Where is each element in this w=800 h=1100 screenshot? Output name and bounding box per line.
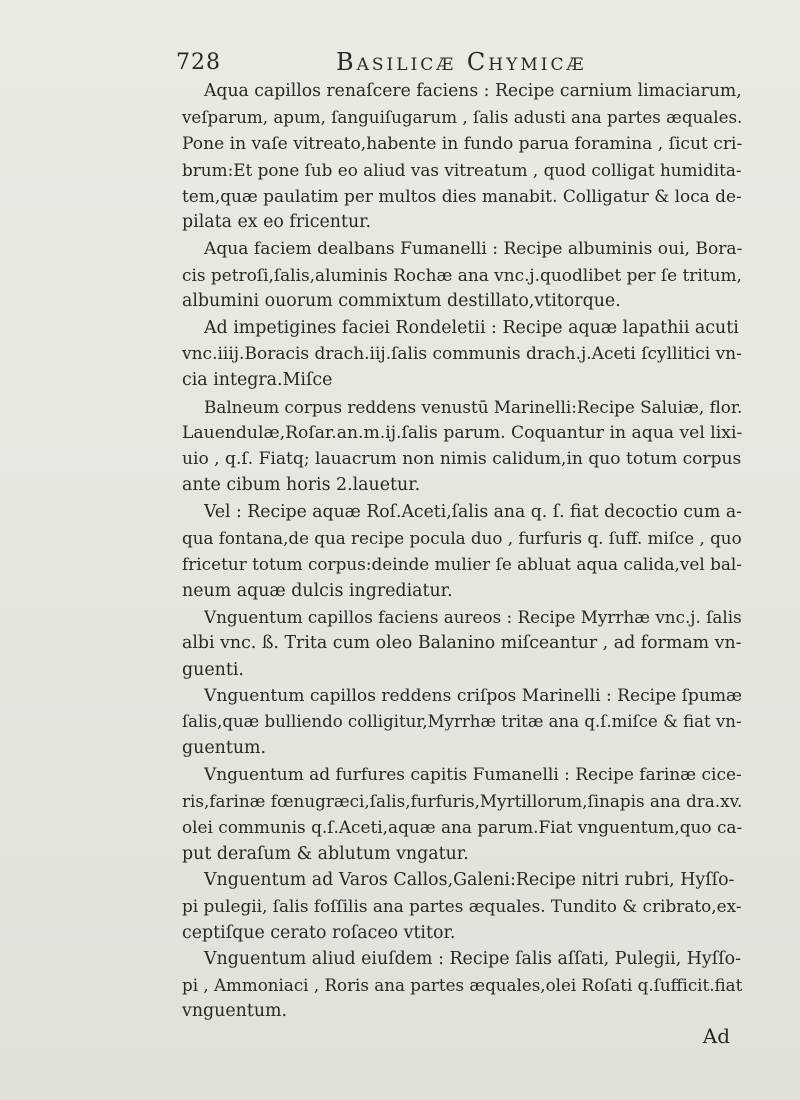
text-line: Aqua faciem dealbans Fumanelli : Recipe albuminis oui, Bora-: [204, 238, 743, 259]
paragraph-vnguentum-varos: [182, 867, 742, 946]
paragraph-vnguentum-aureos: [182, 604, 742, 683]
catchword: Ad: [702, 1024, 730, 1048]
text-line: tem,quæ paulatim per multos dies manabit. Colligatur & loca de-: [182, 186, 742, 207]
text-line: Vnguentum ad Varos Callos,Galeni:Recipe nitri rubri, Hyſſo-: [204, 869, 735, 890]
text-line: vnc.iiij.Boracis drach.iij.ſalis communis drach.j.Aceti ſcyllitici vn-: [182, 343, 742, 364]
text-line: Pone in vaſe vitreato,habente in fundo parua foramina , ſicut cri-: [182, 133, 743, 154]
text-line: Aqua capillos renaſcere faciens : Recipe carnium limaciarum,: [204, 81, 742, 101]
paragraph-vnguentum-furfures: [182, 762, 742, 867]
text-line: Vel : Recipe aquæ Roſ.Aceti,ſalis ana q. ſ. fiat decoctio cum a-: [204, 501, 742, 522]
text-line: pi , Ammoniaci , Roris ana partes æquales,olei Roſati q.ſufficit.fiat: [182, 975, 743, 996]
paragraph-balneum: [182, 394, 742, 499]
text-line: pilata ex eo fricentur.: [182, 212, 372, 233]
text-line: Vnguentum ad furfures capitis Fumanelli : Recipe farinæ cice-: [204, 764, 742, 785]
text-line: vnguentum.: [182, 1001, 288, 1022]
text-line: Lauendulæ,Roſar.an.m.ij.ſalis parum. Coquantur in aqua vel lixi-: [182, 422, 743, 443]
text-line: guentum.: [182, 738, 267, 759]
text-line: fricetur totum corpus:deinde mulier ſe abluat aqua calida,vel bal-: [182, 554, 742, 575]
text-line: Vnguentum capillos faciens aureos : Recipe Myrrhæ vnc.j. ſalis: [204, 606, 742, 627]
paragraph-vnguentum-aliud: [182, 946, 742, 1025]
text-line: Vnguentum aliud eiuſdem : Recipe ſalis aſſati, Pulegii, Hyſſo-: [204, 948, 741, 969]
text-line: pi pulegii, ſalis foſſilis ana partes æquales. Tundito & cribrato,ex-: [182, 896, 742, 917]
text-line: brum:Et pone ſub eo aliud vas vitreatum , quod colligat humidita-: [182, 159, 742, 180]
text-line: ris,farinæ fœnugræci,ſalis,furfuris,Myrtillorum,ſinapis ana dra.xv.: [182, 791, 743, 812]
text-line: ante cibum horis 2.lauetur.: [182, 475, 421, 496]
text-line: put deraſum & ablutum vngatur.: [182, 843, 469, 864]
text-line: guenti.: [182, 659, 244, 680]
paragraph-impetigines: [182, 315, 742, 394]
text-line: ſalis,quæ bulliendo colligitur,Myrrhæ tritæ ana q.ſ.miſce & fiat vn-: [182, 712, 742, 732]
text-line: olei communis q.ſ.Aceti,aquæ ana parum.Fiat vnguentum,quo ca-: [182, 817, 743, 838]
text-line: neum aquæ dulcis ingrediatur.: [182, 580, 453, 601]
text-line: qua fontana,de qua recipe pocula duo , furfuris q. ſuff. miſce , quo: [182, 528, 742, 549]
text-line: uio , q.ſ. Fiatq; lauacrum non nimis calidum,in quo totum corpus: [182, 449, 742, 470]
text-line: veſparum, apum, ſanguiſugarum , ſalis adusti ana partes æquales.: [182, 107, 743, 128]
body-text: [182, 78, 742, 1025]
text-line: cia integra.Miſce: [182, 370, 333, 391]
paragraph-aqua-faciem: [182, 236, 742, 315]
text-line: albumini ouorum commixtum destillato,vtitorque.: [182, 291, 621, 312]
text-line: Vnguentum capillos reddens criſpos Marinelli : Recipe ſpumæ: [204, 685, 743, 706]
paragraph-aqua-capillos: [182, 78, 742, 236]
paragraph-vnguentum-crispos: [182, 683, 742, 762]
text-line: cis petroſi,ſalis,aluminis Rochæ ana vnc.j.quodlibet per ſe tritum,: [182, 265, 742, 286]
text-line: ceptiſque cerato roſaceo vtitor.: [182, 922, 456, 943]
page-number: 728: [176, 50, 221, 75]
text-line: Balneum corpus reddens venustū Marinelli:Recipe Saluiæ, flor.: [204, 396, 743, 417]
text-line: albi vnc. ß. Trita cum oleo Balanino miſceantur , ad formam vn-: [182, 633, 742, 654]
text-line: Ad impetigines faciei Rondeletii : Recipe aquæ lapathii acuti: [204, 317, 739, 338]
paragraph-vel: [182, 499, 742, 604]
running-head: Basilicæ Chymicæ: [336, 48, 587, 76]
